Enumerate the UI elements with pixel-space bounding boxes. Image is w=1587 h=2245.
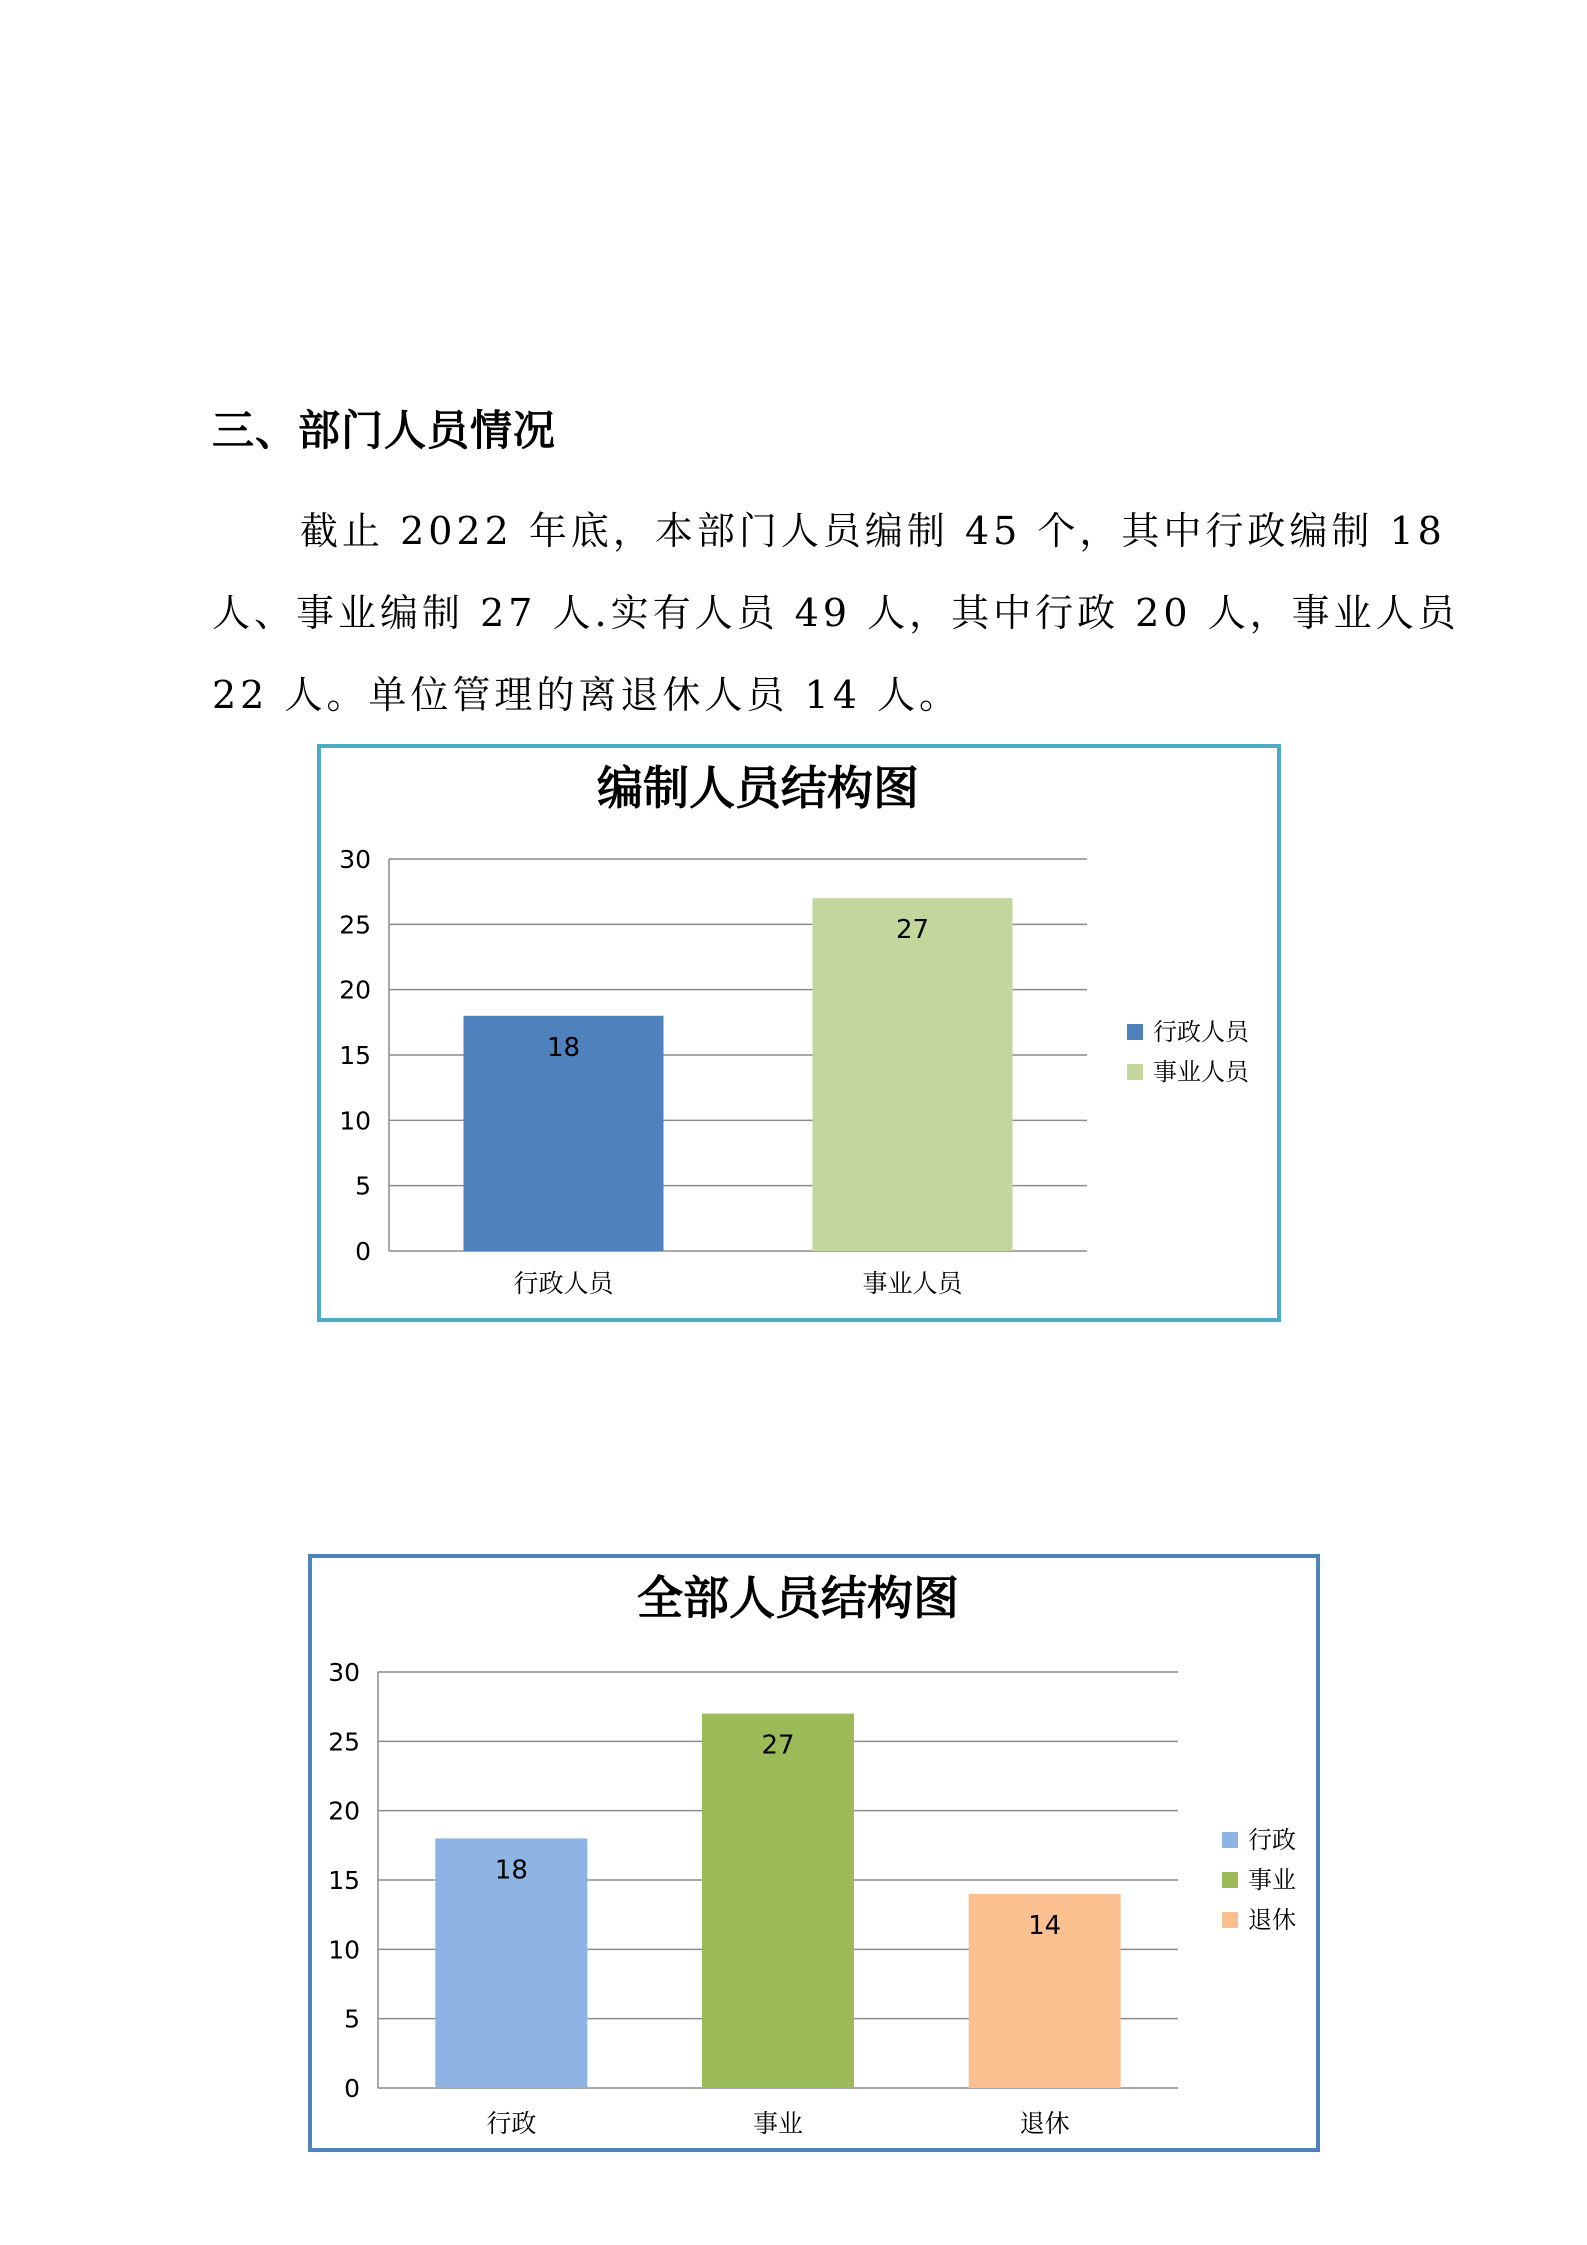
- data-label: 27: [895, 915, 930, 946]
- legend-swatch: [1127, 1024, 1143, 1040]
- y-tick-label: 15: [328, 1866, 360, 1895]
- data-label: 18: [494, 1855, 528, 1886]
- legend-swatch: [1127, 1064, 1143, 1080]
- y-tick-label: 5: [344, 2004, 360, 2034]
- legend-swatch: [1222, 1912, 1238, 1928]
- legend-label: 退休: [1248, 1906, 1296, 1934]
- y-tick-label: 0: [355, 1237, 371, 1266]
- y-tick-label: 20: [339, 975, 371, 1005]
- paragraph-line-2: 人、事业编制 27 人.实有人员 49 人，其中行政 20 人，事业人员: [212, 591, 1460, 635]
- y-tick-label: 5: [355, 1171, 371, 1201]
- y-tick-label: 10: [328, 1935, 360, 1965]
- y-tick-label: 15: [339, 1041, 371, 1070]
- all-staff-structure-chart: [308, 1554, 1320, 2152]
- data-label: 14: [1028, 1910, 1062, 1941]
- legend-label: 事业: [1248, 1866, 1296, 1894]
- x-tick-label: 事业: [752, 2109, 804, 2138]
- x-tick-label: 行政人员: [513, 1269, 614, 1298]
- chart-svg: [317, 744, 1281, 1322]
- legend-swatch: [1222, 1832, 1238, 1848]
- chart-svg: [308, 1554, 1320, 2152]
- y-tick-label: 0: [344, 2074, 360, 2103]
- x-tick-label: 退休: [1019, 2109, 1070, 2138]
- y-tick-label: 25: [339, 910, 371, 940]
- chart-title: 全部人员结构图: [637, 1571, 959, 1625]
- legend-label: 行政: [1248, 1826, 1296, 1854]
- legend-label: 行政人员: [1153, 1018, 1249, 1046]
- chart-title: 编制人员结构图: [597, 761, 919, 815]
- data-label: 27: [761, 1730, 795, 1761]
- staffing-structure-chart: [317, 744, 1281, 1322]
- y-tick-label: 30: [328, 1658, 360, 1687]
- bar-事业人员: [813, 898, 1013, 1251]
- y-tick-label: 30: [339, 845, 371, 874]
- paragraph-line-3: 22 人。单位管理的离退休人员 14 人。: [212, 673, 961, 717]
- y-tick-label: 25: [328, 1727, 360, 1757]
- section-heading: 三、部门人员情况: [212, 406, 557, 455]
- y-tick-label: 10: [339, 1106, 371, 1136]
- data-label: 18: [546, 1032, 581, 1063]
- legend-swatch: [1222, 1872, 1238, 1888]
- x-tick-label: 事业人员: [862, 1269, 963, 1298]
- legend-label: 事业人员: [1153, 1058, 1249, 1086]
- paragraph-line-1: 截止 2022 年底，本部门人员编制 45 个，其中行政编制 18: [300, 509, 1446, 553]
- x-tick-label: 行政: [486, 2109, 537, 2138]
- y-tick-label: 20: [328, 1796, 360, 1826]
- bar-事业: [702, 1714, 854, 2088]
